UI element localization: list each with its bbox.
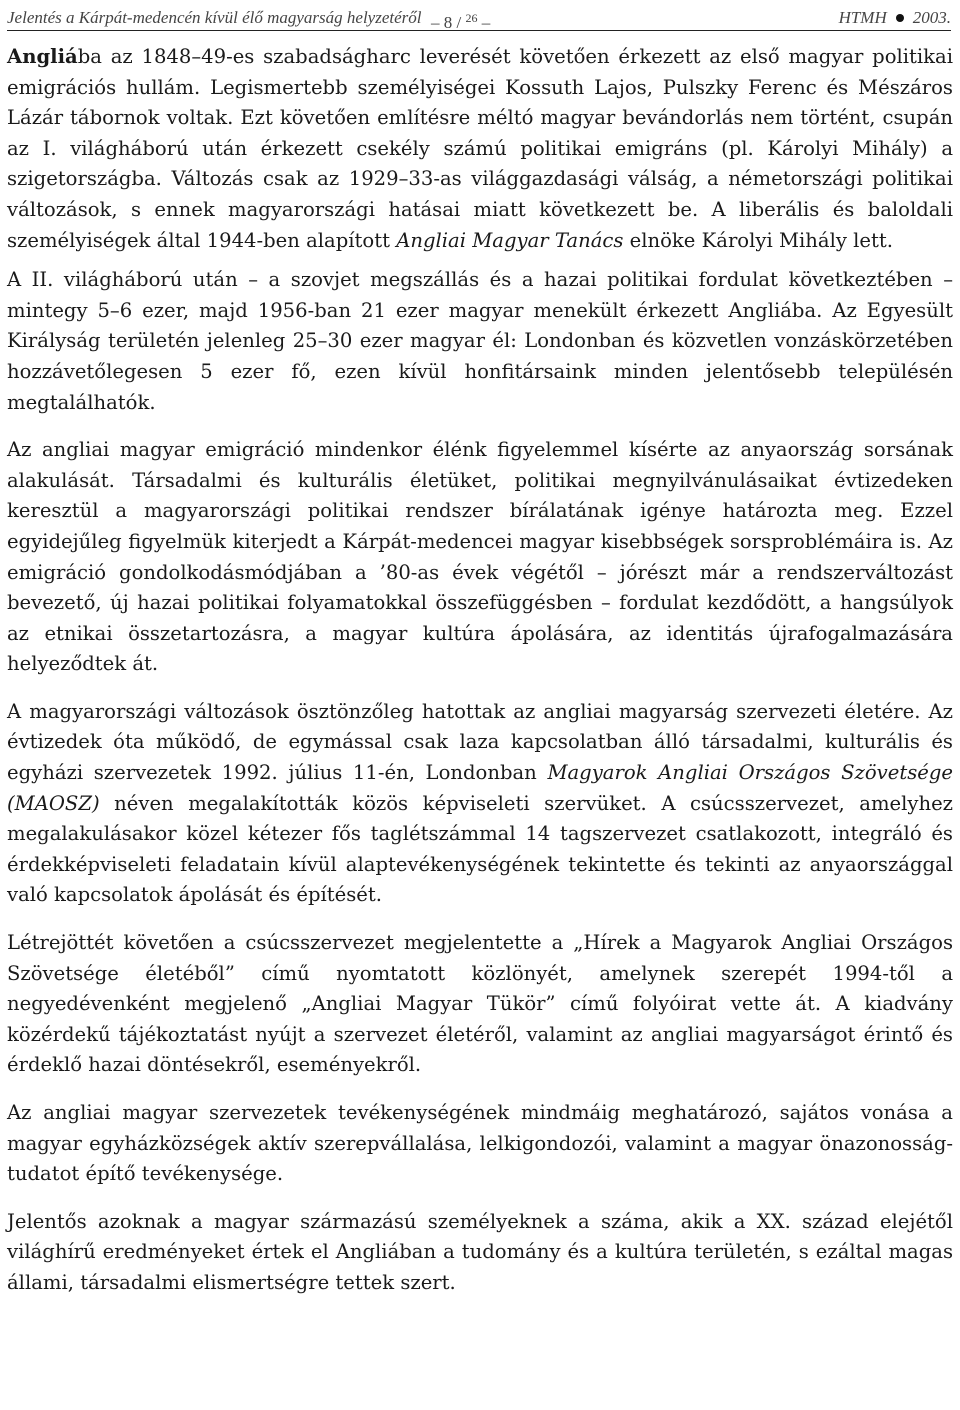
- page-total: 26: [465, 11, 478, 25]
- country-name: Angliá: [7, 45, 78, 68]
- publisher-info: [839, 6, 951, 30]
- report-title: Jelentés a Kárpát-medencén kívül élő magyarság helyzetéről: [7, 8, 422, 27]
- page-header: [7, 4, 951, 31]
- paragraph-emigration-attention: Az angliai magyar emigráció mindenkor élénk figyelemmel kísérte az anyaország sorsának alakulását. Társadalmi és kulturális életüket, politikai megnyilvánulásaikat évtizedeken keresztül a magyarországi politikai rendszer bírálatának igénye határozta meg. Ezzel egyidejűleg figyelmük kiterjedt a Kárpát-medencei magyar kisebbségek sorsproblémáira is. Az emigráció gondolkodásmódjában a ’80-as évek végétől – jórészt már a rendszerváltozást bevezető, új hazai politikai folyamatokkal összefüggésben – fordulat kezdődött, a hangsúlyok az etnikai összetartozásra, a magyar kultúra ápolására, az identitás újrafogalmazására helyeződtek át.: [7, 438, 953, 676]
- document-body: [7, 42, 953, 1316]
- paragraph-england-intro: Angliába az 1848–49-es szabadságharc leverését követően érkezett az első magyar politikai emigrációs hullám. Legismertebb személyiségei Kossuth Lajos, Pulszky Ferenc és Mészáros Lázár tábornok voltak. Ezt követően említésre méltó magyar bevándorlás nem történt, csupán az I. világháború után érkezett csekély számú politikai emigráns (pl. Károlyi Mihály) a szigetországba. Változás csak az 1929–33-as világgazdasági válság, a németországi politikai változások, s ennek magyarországi hatásai miatt következett be. A liberális és baloldali személyiségek által 1944-ben alapított Angliai Magyar Tanács elnöke Károlyi Mihály lett.: [7, 45, 953, 252]
- org-name: Angliai Magyar Tanács: [396, 228, 624, 252]
- paragraph-postwar: A II. világháború után – a szovjet megszállás és a hazai politikai fordulat következtében – mintegy 5–6 ezer, majd 1956-ban 21 ezer magyar menekült érkezett Angliába. Az Egyesült Királyság területén jelenleg 25–30 ezer magyar él: Londonban és közvetlen vonzáskörzetében hozzávetőlegesen 5 ezer fő, ezen kívül honfitársaink minden jelentősebb településén megtalálhatók.: [7, 268, 953, 414]
- paragraph-notable-people: Jelentős azoknak a magyar származású személyeknek a száma, akik a XX. század elejétől világhírű eredményeket értek el Angliában a tudomány és a kultúra területén, s ezáltal magas állami, társadalmi elismertségre tettek szert.: [7, 1209, 953, 1294]
- paragraph-maosz: A magyarországi változások ösztönzőleg hatottak az angliai magyarság szervezeti életére. Az évtizedek óta működő, de egymással csak laza kapcsolatban álló társadalmi, kulturális és egyházi szervezetek 1992. július 11-én, Londonban Magyarok Angliai Országos Szövetsége (MAOSZ) néven megalakították közös képviseleti szervüket. A csúcsszervezet, amelyhez megalakulásakor közel kétezer fős taglétszámmal 14 tagszervezet csatlakozott, integráló és érdekképviseleti feladatain kívül alaptevékenységének tekintette és tekinti az anyaországgal való kapcsolatok ápolását és építését.: [7, 699, 953, 907]
- year: 2003.: [912, 8, 951, 27]
- publisher: HTMH: [838, 8, 887, 27]
- page-current: 8: [443, 13, 453, 32]
- paragraph-publications: Létrejöttét követően a csúcsszervezet megjelentette a „Hírek a Magyarok Angliai Országos Szövetsége életéből” című nyomtatott közlönyét, amelynek szerepét 1994-től a negyedévenként megjelenő „Angliai Magyar Tükör” című folyóirat vette át. A kiadvány közérdekű tájékoztatást nyújt a szervezet életéről, valamint az angliai magyarságot érintő és érdeklő hazai döntésekről, eseményekről.: [7, 931, 953, 1077]
- org-name: Magyarok Angliai Országos Szövetsége (MAOSZ): [7, 761, 953, 815]
- page-number: – 8 / $^{26}$ –: [431, 11, 491, 32]
- paragraph-churches: Az angliai magyar szervezetek tevékenységének mindmáig meghatározó, sajátos vonása a magyar egyházközségek aktív szerepvállalása, lelkigondozói, valamint a magyar önazonosság-tudatot építő tevékenysége.: [7, 1101, 953, 1186]
- bullet-separator: [896, 14, 904, 22]
